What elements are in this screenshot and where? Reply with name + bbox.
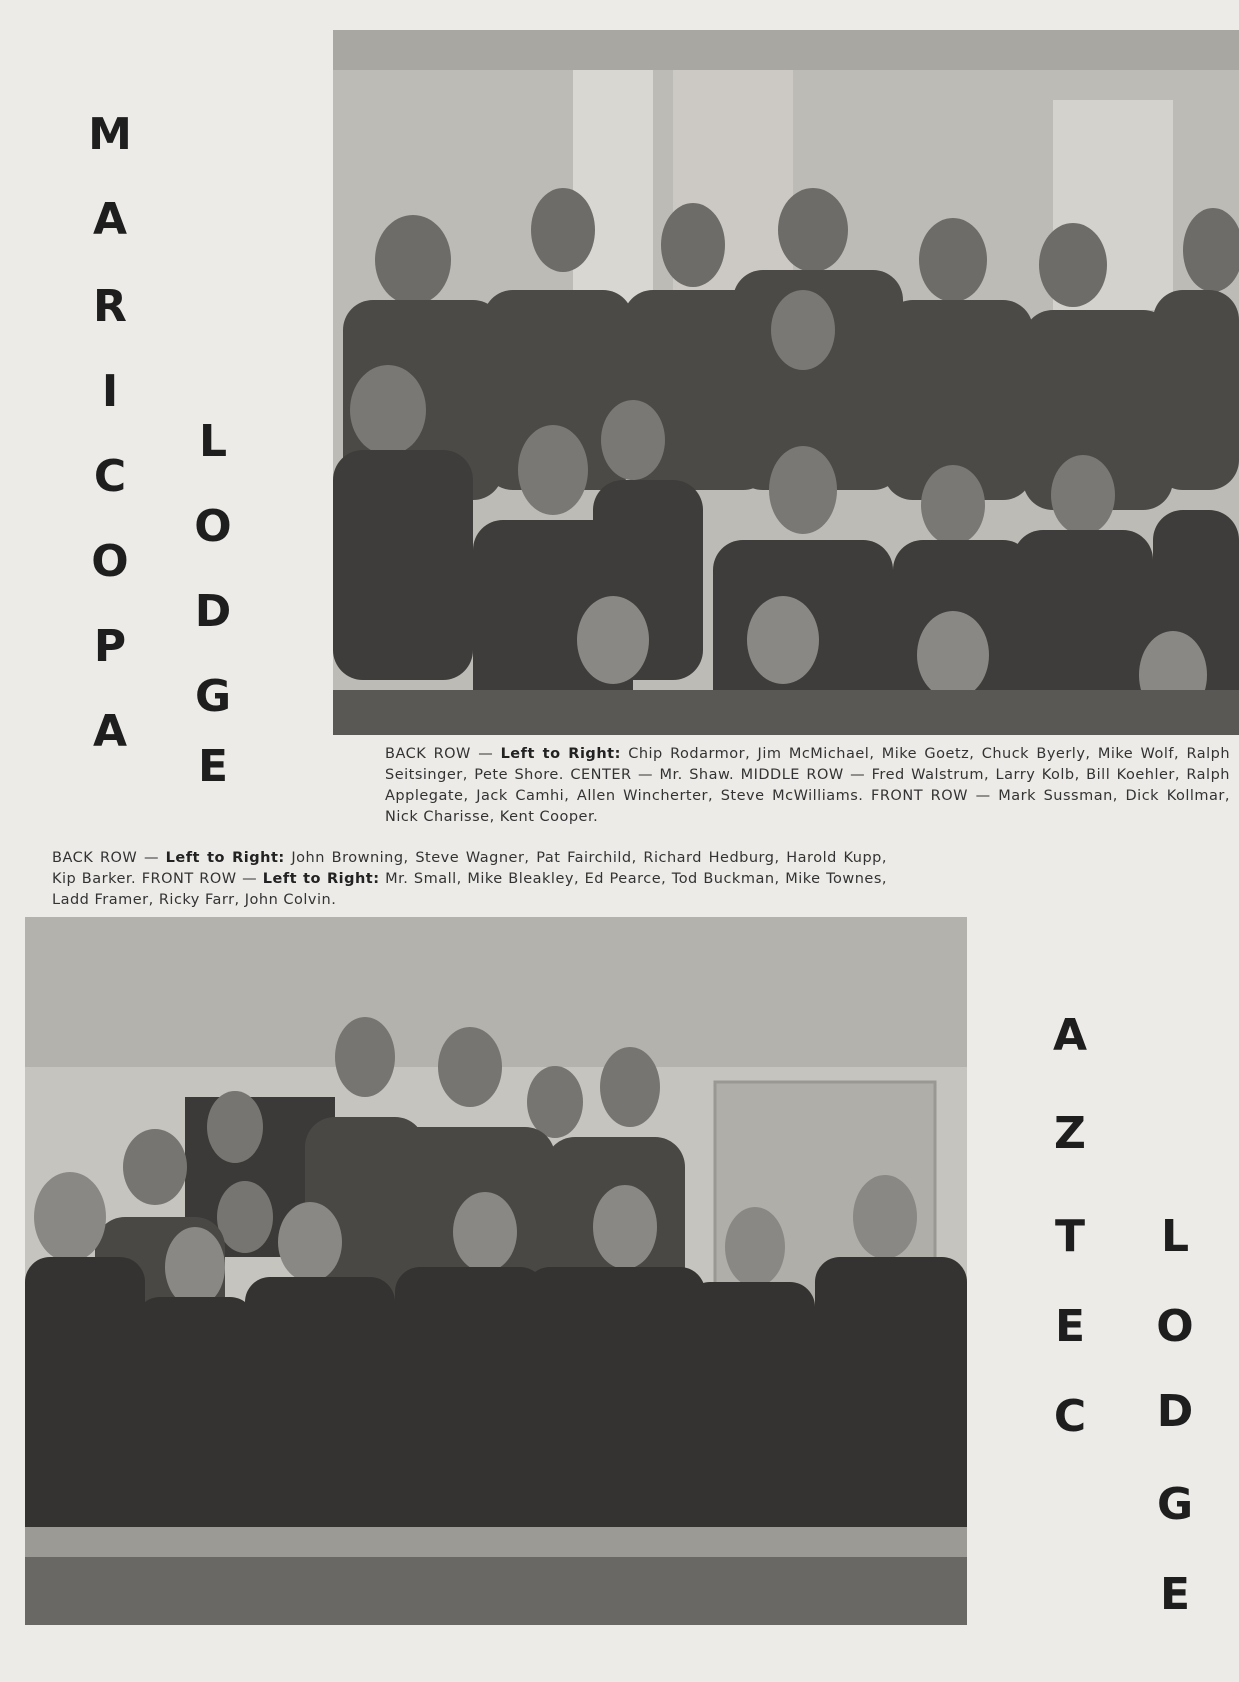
title-letter: T [1054, 1211, 1085, 1262]
title-letter: E [197, 741, 229, 792]
title-letter: O [194, 501, 232, 552]
title-letter: O [91, 536, 129, 587]
title-letter: E [1159, 1569, 1191, 1620]
back-row-label: BACK ROW — [385, 746, 501, 762]
title-letter: I [101, 366, 119, 417]
title-letter: Z [1054, 1108, 1086, 1159]
title-letter: E [1054, 1301, 1086, 1352]
left-to-right-label: Left to Right: [165, 850, 285, 866]
title-letter: L [198, 416, 228, 467]
aztec-group-photo [25, 917, 967, 1625]
maricopa-group-photo [333, 30, 1239, 735]
left-to-right-label: Left to Right: [500, 746, 621, 762]
title-letter: D [194, 586, 232, 637]
left-to-right-label: Left to Right: [262, 871, 380, 887]
title-letter: C [1053, 1391, 1087, 1442]
maricopa-caption [385, 744, 1230, 828]
title-letter: O [1156, 1301, 1194, 1352]
caption-names: John Browning, Steve Wagner, Pat Fairchild, Richard Hedburg, Harold Kupp, Kip Barker. FRONT ROW — [52, 850, 887, 887]
title-letter: G [194, 671, 232, 722]
title-letter: P [93, 621, 127, 672]
aztec-caption [52, 848, 887, 911]
title-letter: C [93, 451, 127, 502]
caption-names: Mr. Small, Mike Bleakley, Ed Pearce, Tod Buckman, Mike Townes, Ladd Framer, Ricky Farr, John Colvin. [52, 871, 888, 908]
title-letter: D [1156, 1386, 1194, 1437]
title-letter: A [92, 194, 128, 245]
title-letter: G [1156, 1479, 1194, 1530]
title-letter: L [1160, 1211, 1190, 1262]
caption-names: Chip Rodarmor, Jim McMichael, Mike Goetz, Chuck Byerly, Mike Wolf, Ralph Seitsinger, Pete Shore. CENTER — Mr. Shaw. MIDDLE ROW — Fred Walstrum, Larry Kolb, Bill Koehler, Ralph Applegate, Jack Camhi, Allen Wincherter, Steve McWilliams. FRONT ROW — Mark Sussman, Dick Kollmar, Nick Charisse, Kent Cooper. [385, 746, 1231, 825]
title-letter: A [1052, 1010, 1088, 1061]
title-letter: A [92, 706, 128, 757]
back-row-label: BACK ROW — [52, 850, 166, 866]
title-letter: R [93, 281, 127, 332]
title-letter: M [88, 109, 132, 160]
